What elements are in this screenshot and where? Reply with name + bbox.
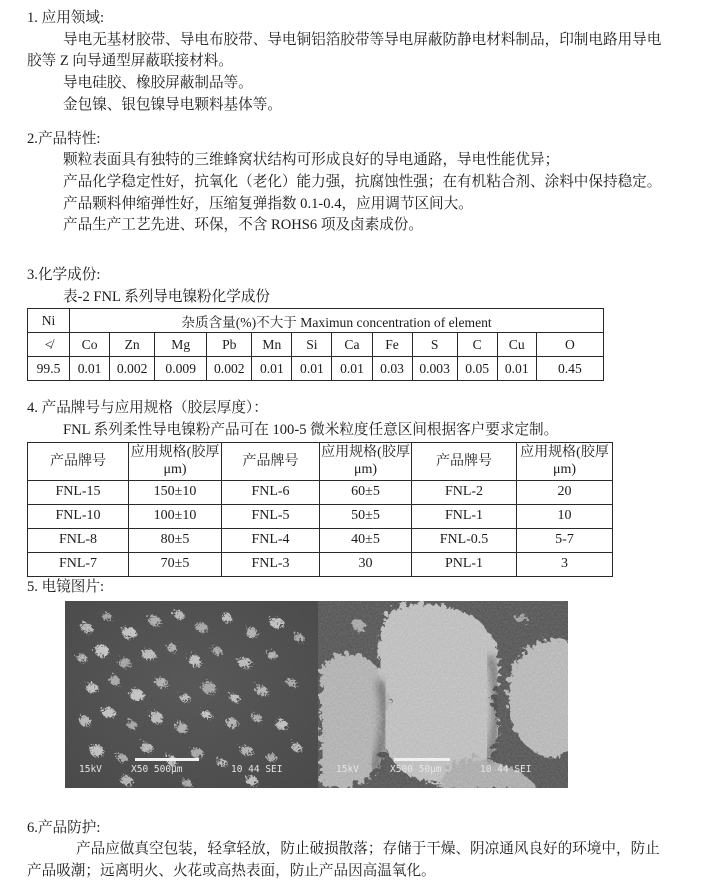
header-cell: 产品牌号 [412,442,517,480]
section-2-heading: 2.产品特性: [27,130,101,147]
cell-spec: 3 [517,552,613,576]
paragraph-line: 导电无基材胶带、导电布胶带、导电铜铝箔胶带等导电屏蔽防静电材料制品，印制电路用导电 [63,31,662,48]
paragraph-line: 颗粒表面具有独特的三维蜂窝状结构可形成良好的导电通路，导电性能优异； [63,152,560,169]
cell-element: C [457,333,497,357]
cell-value: 0.002 [110,357,155,381]
cell-element: Mn [252,333,292,357]
cell-grade: FNL-1 [412,504,517,528]
cell-grade: FNL-2 [412,480,517,504]
table-row [28,504,613,528]
cell-spec: 40±5 [320,528,412,552]
section-product-protection [27,818,706,883]
table-row [28,480,613,504]
section-chemical-composition [27,265,706,381]
table-row [28,333,604,357]
paragraph-line: FNL 系列柔性导电镍粉产品可在 100-5 微米粒度任意区间根据客户要求定制。 [63,422,559,439]
cell-value: 0.05 [457,357,497,381]
cell-value: 0.01 [70,357,110,381]
table-row [28,528,613,552]
section-product-features [27,129,706,238]
paragraph-line: 金包镍、银包镍导电颗料基体等。 [63,96,282,113]
cell-grade: FNL-6 [222,480,320,504]
cell-value: 0.009 [155,357,207,381]
header-cell: 应用规格(胶厚μm) [129,442,222,480]
cell-value: 99.5 [28,357,70,381]
cell-value: 0.45 [536,357,603,381]
cell-spec: 80±5 [129,528,222,552]
table-row [28,552,613,576]
cell-spec: 50±5 [320,504,412,528]
cell-element: Co [70,333,110,357]
cell-spec: 20 [517,480,613,504]
cell-value: 0.01 [252,357,292,381]
cell-grade: FNL-4 [222,528,320,552]
cell-value: 0.03 [372,357,412,381]
scale-bar [394,758,450,761]
cell-element: Fe [372,333,412,357]
section-1-heading: 1. 应用领域: [27,10,105,26]
cell-grade: FNL-10 [28,504,129,528]
table-row [28,309,604,333]
cell-value: 0.01 [292,357,332,381]
cell-element: S [412,333,457,357]
cell-element: Cu [497,333,536,357]
cell-impurity-header: 杂质含量(%)不大于 Maximun concentration of element [70,309,604,333]
sem-image-right [318,601,568,788]
sem-image-row [65,601,706,788]
cell-value: 0.002 [207,357,252,381]
paragraph-line: 胶等 Z 向导通型屏蔽联接材料。 [27,53,233,70]
section-product-grades [27,398,706,576]
header-cell: 应用规格(胶厚μm) [320,442,412,480]
cell-grade: FNL-15 [28,480,129,504]
header-cell: 产品牌号 [222,442,320,480]
sem-sei-label: 10 44 SEI [231,763,283,775]
sem-kv-label: 15kV [336,763,359,775]
cell-grade: PNL-1 [412,552,517,576]
section-application-fields [27,8,706,117]
cell-spec: 30 [320,552,412,576]
sem-sei-label: 10 44 SEI [480,763,532,775]
cell-grade: FNL-5 [222,504,320,528]
paragraph-line: 产品化学稳定性好，抗氧化（老化）能力强，抗腐蚀性强；在有机粘合剂、涂料中保持稳定。 [63,173,662,190]
cell-element: ≮ [28,333,70,357]
section-4-heading: 4. 产品牌号与应用规格（胶层厚度）： [27,400,268,417]
cell-spec: 5-7 [517,528,613,552]
sem-kv-label: 15kV [79,763,102,775]
cell-spec: 60±5 [320,480,412,504]
section-3-heading: 3.化学成份: [27,267,101,284]
table-header-row [28,442,613,480]
table-row [28,357,604,381]
cell-grade: FNL-3 [222,552,320,576]
table-caption: 表-2 FNL 系列导电镍粉化学成份 [63,288,271,305]
section-5-heading: 5. 电镜图片: [27,578,105,595]
cell-element: Si [292,333,332,357]
cell-element: Mg [155,333,207,357]
product-grade-table [27,442,613,577]
paragraph-line: 产品生产工艺先进、环保，不含 ROHS6 项及卤素成份。 [63,217,423,234]
cell-grade: FNL-8 [28,528,129,552]
cell-element: Pb [207,333,252,357]
chemical-composition-table [27,308,604,381]
section-sem-images [27,577,706,788]
paragraph-line: 产品吸潮；远离明火、火花或高热表面，防止产品因高温氧化。 [27,862,436,879]
cell-value: 0.003 [412,357,457,381]
sem-scale-label: X50 500μm [131,763,183,775]
scale-bar [135,758,199,761]
cell-spec: 10 [517,504,613,528]
section-6-heading: 6.产品防护: [27,819,101,836]
paragraph-line: 导电硅胶、橡胶屏蔽制品等。 [63,75,253,92]
sem-scale-label: X500 50μm [390,763,442,775]
paragraph-line: 产品颗料伸缩弹性好，压缩复弹指数 0.1-0.4，应用调节区间大。 [63,195,473,212]
header-cell: 应用规格(胶厚μm) [517,442,613,480]
cell-spec: 70±5 [129,552,222,576]
cell-element: Ca [332,333,372,357]
paragraph-line: 产品应做真空包装，轻拿轻放，防止破损散落；存储于干燥、阴凉通风良好的环境中，防止 [76,841,660,858]
cell-grade: FNL-7 [28,552,129,576]
cell-value: 0.01 [497,357,536,381]
sem-image-left [65,601,318,788]
cell-spec: 100±10 [129,504,222,528]
cell-element: O [536,333,603,357]
cell-ni: Ni [28,309,70,333]
cell-spec: 150±10 [129,480,222,504]
header-cell: 产品牌号 [28,442,129,480]
cell-element: Zn [110,333,155,357]
cell-grade: FNL-0.5 [412,528,517,552]
cell-value: 0.01 [332,357,372,381]
